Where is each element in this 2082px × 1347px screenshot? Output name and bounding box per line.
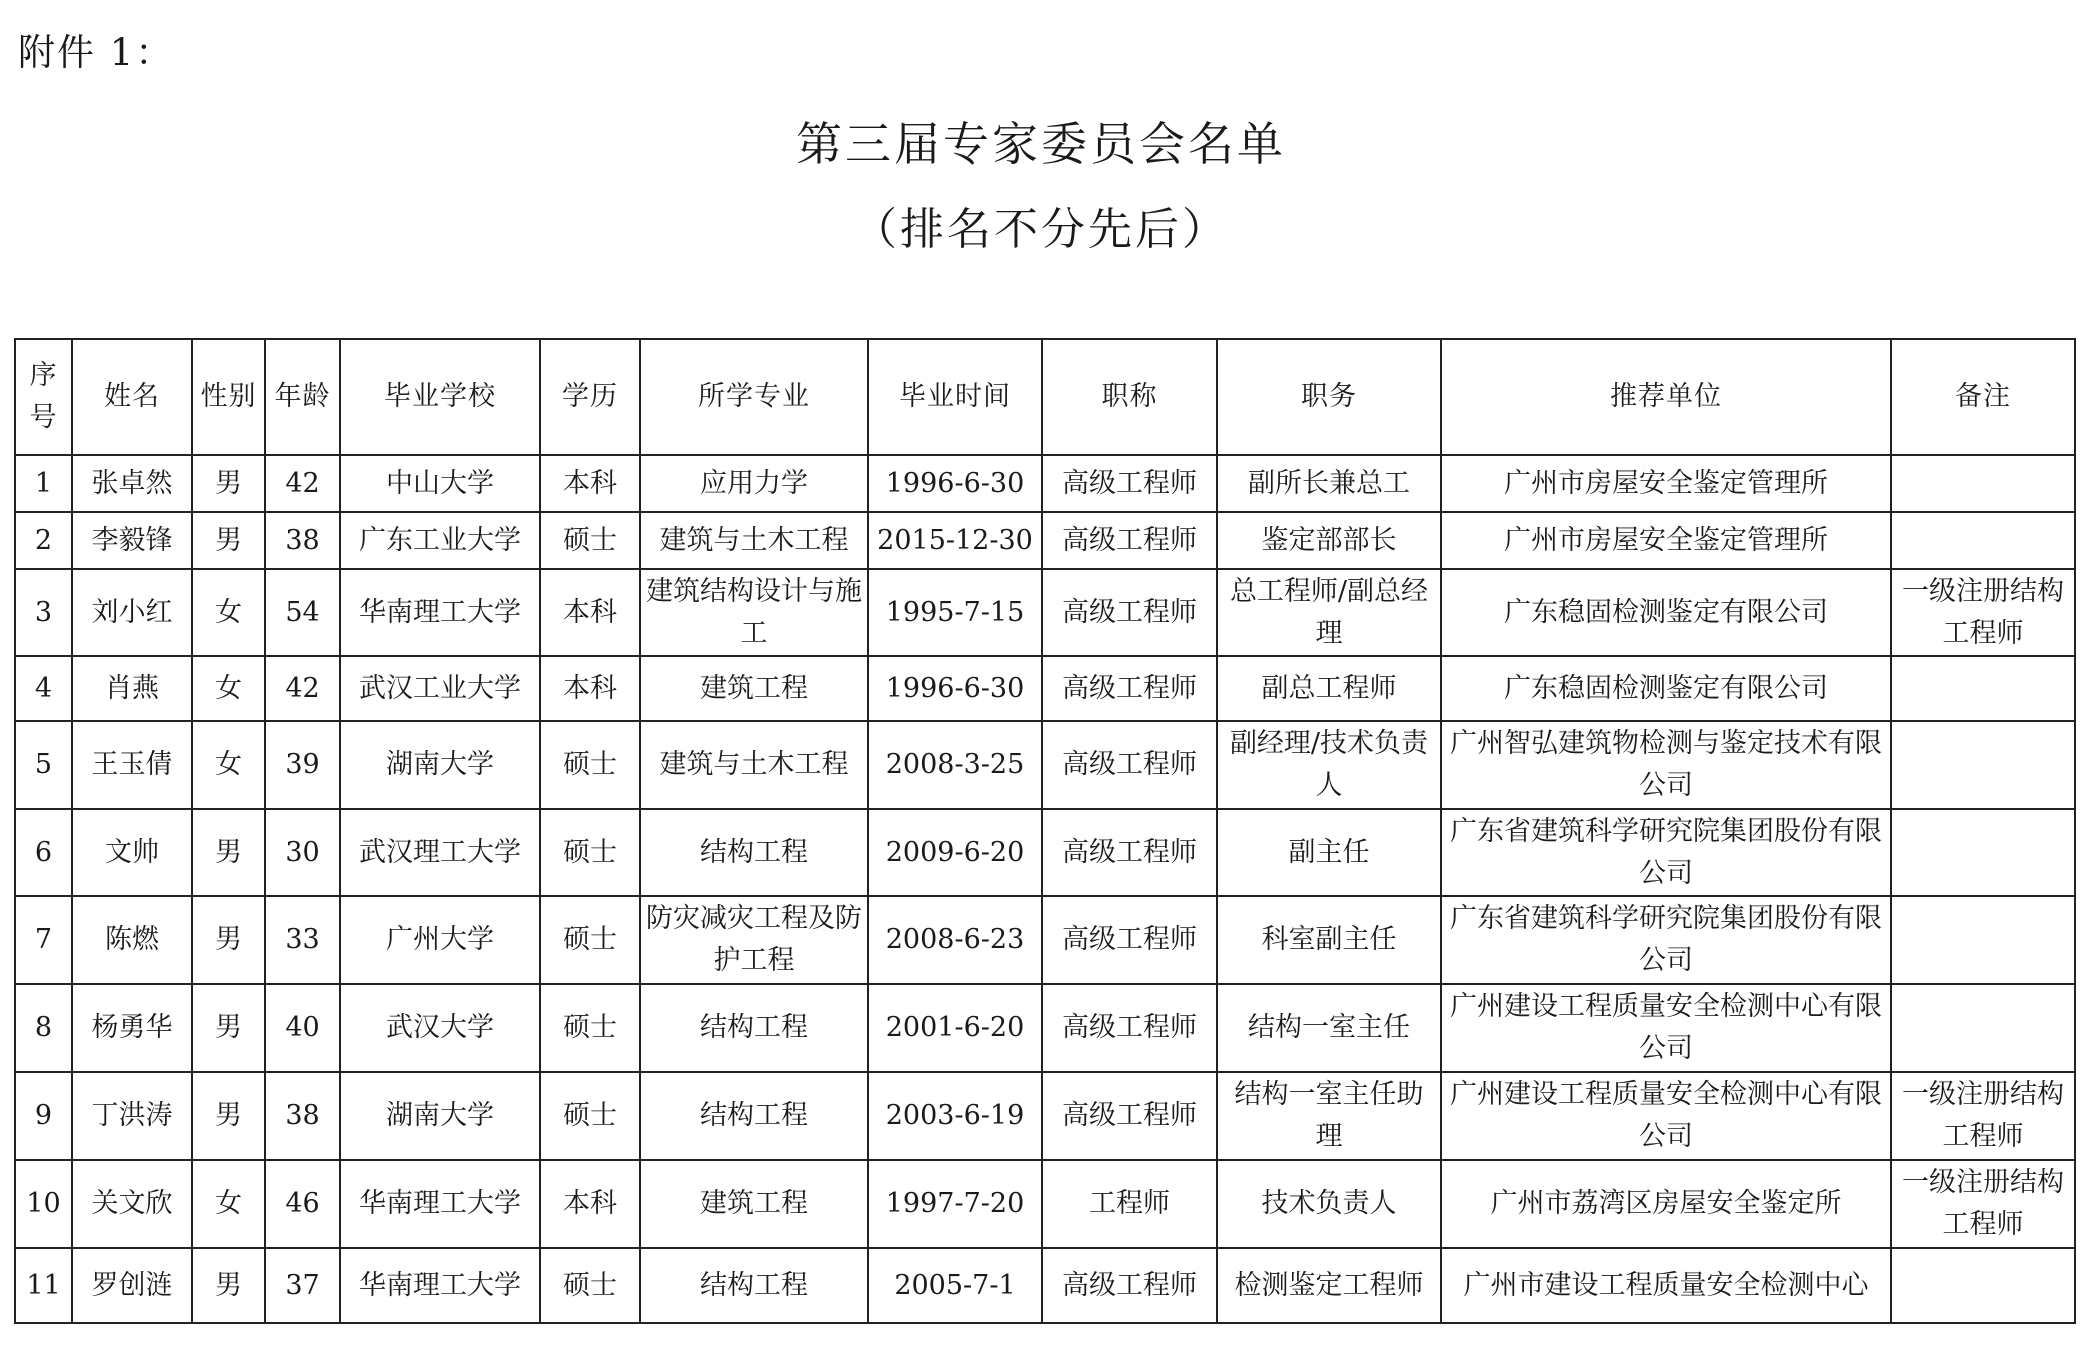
cell-organization: 广东省建筑科学研究院集团股份有限公司 [1441,896,1891,984]
cell-organization: 广州智弘建筑物检测与鉴定技术有限公司 [1441,721,1891,809]
header-position: 职务 [1217,339,1441,455]
cell-age: 54 [265,569,340,656]
table-row [15,569,2075,656]
cell-grad-date: 2003-6-19 [868,1072,1042,1160]
document-title: 第三届专家委员会名单 [796,117,1286,171]
cell-grad-date: 2005-7-1 [868,1248,1042,1323]
cell-organization: 广州市建设工程质量安全检测中心 [1441,1248,1891,1323]
cell-position: 副主任 [1217,809,1441,896]
cell-remarks [1891,656,2075,721]
cell-position: 检测鉴定工程师 [1217,1248,1441,1323]
cell-position: 副总工程师 [1217,656,1441,721]
cell-grad-date: 2008-6-23 [868,896,1042,984]
table-row [15,455,2075,512]
cell-grad-date: 2015-12-30 [868,512,1042,569]
document-subtitle: （排名不分先后） [853,204,1229,255]
cell-education: 硕士 [540,896,640,984]
cell-school: 广东工业大学 [340,512,540,569]
cell-sex: 女 [192,656,265,721]
cell-school: 中山大学 [340,455,540,512]
cell-name: 关文欣 [72,1160,192,1248]
cell-name: 陈燃 [72,896,192,984]
cell-title: 高级工程师 [1042,512,1217,569]
cell-no: 6 [15,809,72,896]
cell-education: 硕士 [540,1072,640,1160]
table-row [15,1160,2075,1248]
cell-remarks: 一级注册结构工程师 [1891,1160,2075,1248]
cell-title: 高级工程师 [1042,1072,1217,1160]
cell-sex: 女 [192,569,265,656]
cell-no: 3 [15,569,72,656]
cell-remarks [1891,984,2075,1072]
cell-position: 副所长兼总工 [1217,455,1441,512]
cell-remarks [1891,721,2075,809]
cell-grad-date: 1996-6-30 [868,455,1042,512]
cell-sex: 男 [192,809,265,896]
table-row [15,656,2075,721]
table-row [15,1248,2075,1323]
cell-name: 杨勇华 [72,984,192,1072]
cell-education: 硕士 [540,721,640,809]
cell-organization: 广州市房屋安全鉴定管理所 [1441,455,1891,512]
cell-grad-date: 1997-7-20 [868,1160,1042,1248]
cell-sex: 女 [192,721,265,809]
cell-school: 湖南大学 [340,721,540,809]
cell-organization: 广州建设工程质量安全检测中心有限公司 [1441,1072,1891,1160]
cell-organization: 广东稳固检测鉴定有限公司 [1441,656,1891,721]
cell-name: 丁洪涛 [72,1072,192,1160]
cell-name: 李毅锋 [72,512,192,569]
cell-no: 9 [15,1072,72,1160]
cell-school: 湖南大学 [340,1072,540,1160]
cell-no: 5 [15,721,72,809]
cell-organization: 广东省建筑科学研究院集团股份有限公司 [1441,809,1891,896]
cell-position: 鉴定部部长 [1217,512,1441,569]
cell-age: 30 [265,809,340,896]
cell-education: 硕士 [540,1248,640,1323]
cell-organization: 广东稳固检测鉴定有限公司 [1441,569,1891,656]
cell-age: 39 [265,721,340,809]
table-row [15,1072,2075,1160]
cell-grad-date: 2008-3-25 [868,721,1042,809]
header-organization: 推荐单位 [1441,339,1891,455]
header-sex: 性别 [192,339,265,455]
cell-organization: 广州建设工程质量安全检测中心有限公司 [1441,984,1891,1072]
cell-education: 本科 [540,569,640,656]
cell-title: 工程师 [1042,1160,1217,1248]
cell-education: 本科 [540,656,640,721]
cell-school: 武汉大学 [340,984,540,1072]
cell-title: 高级工程师 [1042,721,1217,809]
table-row [15,984,2075,1072]
cell-age: 42 [265,455,340,512]
cell-age: 46 [265,1160,340,1248]
cell-position: 结构一室主任 [1217,984,1441,1072]
cell-remarks [1891,809,2075,896]
cell-name: 文帅 [72,809,192,896]
cell-organization: 广州市房屋安全鉴定管理所 [1441,512,1891,569]
cell-sex: 男 [192,896,265,984]
cell-school: 华南理工大学 [340,1248,540,1323]
cell-major: 结构工程 [640,1072,868,1160]
attachment-label: 附件 1： [18,31,175,74]
cell-position: 技术负责人 [1217,1160,1441,1248]
header-remarks: 备注 [1891,339,2075,455]
cell-name: 王玉倩 [72,721,192,809]
header-age: 年龄 [265,339,340,455]
cell-position: 总工程师/副总经理 [1217,569,1441,656]
cell-age: 38 [265,1072,340,1160]
cell-remarks [1891,896,2075,984]
cell-position: 副经理/技术负责人 [1217,721,1441,809]
cell-sex: 男 [192,1248,265,1323]
cell-major: 建筑工程 [640,1160,868,1248]
cell-position: 结构一室主任助理 [1217,1072,1441,1160]
cell-no: 2 [15,512,72,569]
cell-title: 高级工程师 [1042,656,1217,721]
cell-age: 33 [265,896,340,984]
cell-grad-date: 2009-6-20 [868,809,1042,896]
cell-no: 4 [15,656,72,721]
cell-remarks: 一级注册结构工程师 [1891,569,2075,656]
table-row [15,512,2075,569]
cell-major: 应用力学 [640,455,868,512]
header-school: 毕业学校 [340,339,540,455]
header-grad-date: 毕业时间 [868,339,1042,455]
cell-sex: 男 [192,984,265,1072]
header-title: 职称 [1042,339,1217,455]
cell-sex: 男 [192,512,265,569]
cell-major: 建筑结构设计与施工 [640,569,868,656]
cell-name: 张卓然 [72,455,192,512]
cell-remarks [1891,1248,2075,1323]
cell-major: 防灾减灾工程及防护工程 [640,896,868,984]
cell-age: 38 [265,512,340,569]
cell-name: 刘小红 [72,569,192,656]
cell-remarks: 一级注册结构工程师 [1891,1072,2075,1160]
cell-major: 建筑与土木工程 [640,512,868,569]
cell-education: 硕士 [540,512,640,569]
cell-major: 结构工程 [640,1248,868,1323]
cell-age: 40 [265,984,340,1072]
cell-major: 建筑工程 [640,656,868,721]
cell-school: 华南理工大学 [340,569,540,656]
cell-school: 华南理工大学 [340,1160,540,1248]
cell-name: 肖燕 [72,656,192,721]
cell-major: 建筑与土木工程 [640,721,868,809]
table-row [15,896,2075,984]
cell-grad-date: 2001-6-20 [868,984,1042,1072]
cell-education: 硕士 [540,984,640,1072]
cell-education: 本科 [540,455,640,512]
cell-major: 结构工程 [640,984,868,1072]
cell-title: 高级工程师 [1042,896,1217,984]
cell-title: 高级工程师 [1042,809,1217,896]
cell-title: 高级工程师 [1042,455,1217,512]
table-row [15,809,2075,896]
cell-major: 结构工程 [640,809,868,896]
cell-school: 武汉理工大学 [340,809,540,896]
cell-no: 8 [15,984,72,1072]
cell-school: 广州大学 [340,896,540,984]
header-education: 学历 [540,339,640,455]
cell-sex: 男 [192,455,265,512]
cell-title: 高级工程师 [1042,984,1217,1072]
expert-committee-table [14,338,2076,1324]
cell-organization: 广州市荔湾区房屋安全鉴定所 [1441,1160,1891,1248]
cell-no: 10 [15,1160,72,1248]
cell-sex: 男 [192,1072,265,1160]
cell-remarks [1891,512,2075,569]
cell-title: 高级工程师 [1042,569,1217,656]
cell-no: 1 [15,455,72,512]
header-major: 所学专业 [640,339,868,455]
cell-education: 本科 [540,1160,640,1248]
cell-age: 37 [265,1248,340,1323]
cell-age: 42 [265,656,340,721]
table-row [15,721,2075,809]
header-name: 姓名 [72,339,192,455]
cell-remarks [1891,455,2075,512]
cell-name: 罗创涟 [72,1248,192,1323]
table-header-row [15,339,2075,455]
cell-title: 高级工程师 [1042,1248,1217,1323]
cell-no: 7 [15,896,72,984]
cell-grad-date: 1995-7-15 [868,569,1042,656]
cell-no: 11 [15,1248,72,1323]
cell-education: 硕士 [540,809,640,896]
cell-sex: 女 [192,1160,265,1248]
cell-position: 科室副主任 [1217,896,1441,984]
cell-school: 武汉工业大学 [340,656,540,721]
cell-grad-date: 1996-6-30 [868,656,1042,721]
header-no: 序号 [15,339,72,455]
